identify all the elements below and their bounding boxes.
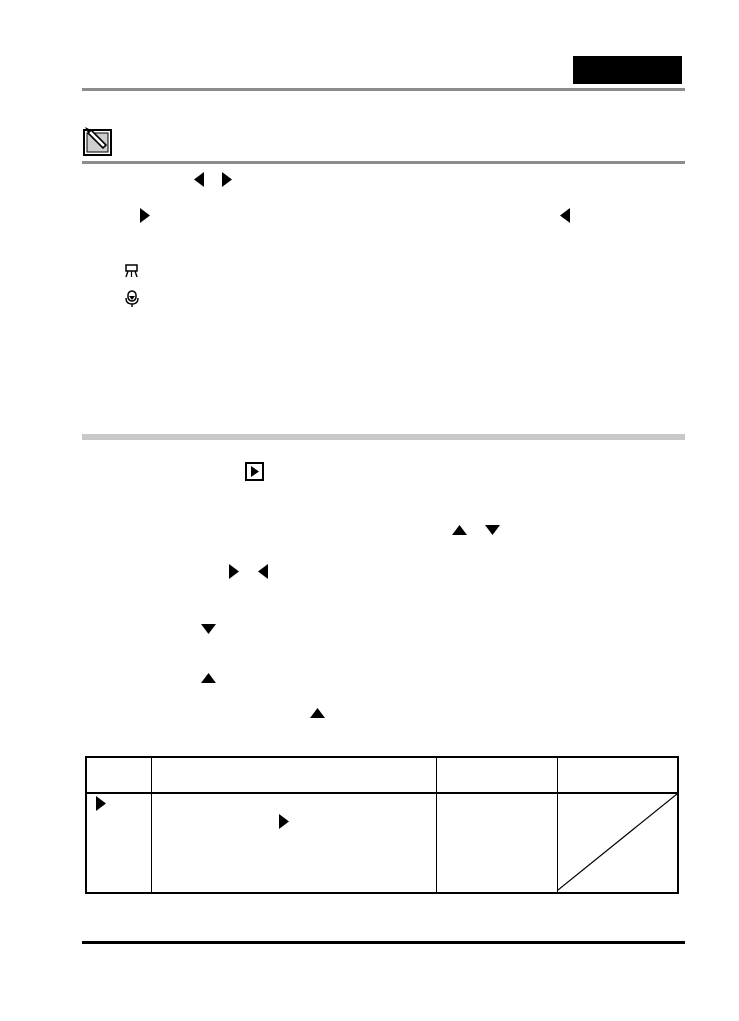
note-rule xyxy=(82,161,685,164)
right-arrow-icon xyxy=(222,172,233,187)
right-arrow-icon xyxy=(229,564,240,579)
left-arrow-icon xyxy=(258,564,269,579)
table-column-divider xyxy=(151,758,152,892)
right-arrow-icon xyxy=(96,796,107,811)
up-arrow-icon xyxy=(452,525,467,536)
function-table xyxy=(85,756,679,894)
section-rule xyxy=(82,434,685,440)
play-mode-button-icon xyxy=(245,462,264,481)
header-rule xyxy=(82,88,685,91)
microphone-icon xyxy=(124,290,140,308)
down-arrow-icon xyxy=(201,624,216,635)
language-tab xyxy=(573,56,682,84)
up-arrow-icon xyxy=(310,708,325,719)
movie-camera-icon xyxy=(124,263,140,281)
footer-rule xyxy=(82,941,685,944)
down-arrow-icon xyxy=(485,525,500,536)
left-arrow-icon xyxy=(560,208,571,223)
note-pencil-icon xyxy=(82,124,114,158)
left-arrow-icon xyxy=(194,172,205,187)
diagonal-slash-cell xyxy=(558,794,677,892)
right-arrow-icon xyxy=(140,208,151,223)
table-column-divider xyxy=(436,758,437,892)
up-arrow-icon xyxy=(201,673,216,684)
right-arrow-icon xyxy=(279,814,290,829)
